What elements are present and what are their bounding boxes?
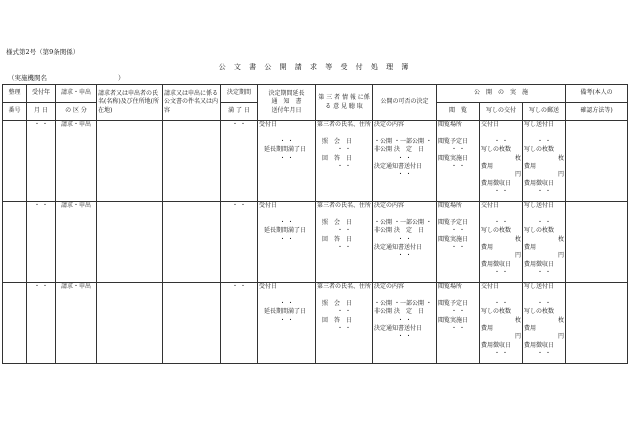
cell-text: ・ ・ bbox=[34, 202, 48, 209]
cell-text: 回 答 日 bbox=[322, 316, 353, 324]
cell-text: 費用徴収日 bbox=[524, 341, 555, 349]
cell-text: 費用徴収日 bbox=[481, 179, 512, 187]
spacer bbox=[317, 129, 371, 137]
table-row bbox=[3, 202, 628, 283]
cell-text: 円 bbox=[558, 333, 565, 341]
spacer bbox=[317, 291, 371, 299]
cell-disclosure-decision[interactable] bbox=[373, 121, 437, 202]
cell-copy-mailing[interactable] bbox=[523, 202, 566, 283]
cell-text: 円 bbox=[514, 171, 521, 179]
cell-text: ・一部公開 bbox=[393, 218, 424, 226]
cell-text: ・ ・ bbox=[537, 269, 551, 277]
cell-text: 決 定 日 bbox=[393, 227, 424, 235]
cell-text: 円 bbox=[514, 252, 521, 260]
document-title: 公 文 書 公 開 請 求 等 受 付 処 理 簿 bbox=[218, 63, 412, 71]
cell-text: 延長期間満了日 bbox=[264, 227, 307, 235]
cell-text: 閲覧実施日 bbox=[438, 235, 469, 243]
cell-text: ・ ・ bbox=[451, 325, 465, 333]
header-decision-period: 決定期間 bbox=[221, 85, 258, 103]
cell-document-subject[interactable] bbox=[163, 202, 221, 283]
cell-requester[interactable] bbox=[97, 121, 163, 202]
cell-text: 延長期間満了日 bbox=[264, 146, 307, 154]
header-requester: 請求者又は申出者の氏名(名称)及び住所地(所在地) bbox=[97, 85, 163, 121]
cell-text: 費用徴収日 bbox=[524, 179, 555, 187]
header-extension-line3: 送付年月日 bbox=[271, 106, 302, 114]
header-extension-line1: 決定期間延長 bbox=[268, 89, 305, 97]
cell-text: ・ ・ bbox=[279, 316, 294, 324]
cell-text: ・ ・ bbox=[537, 188, 551, 196]
cell-text: ・非公開 bbox=[374, 218, 432, 235]
cell-text: 写しの枚数 bbox=[524, 146, 555, 154]
cell-kubun[interactable] bbox=[56, 202, 97, 283]
cell-third-party[interactable] bbox=[316, 202, 373, 283]
cell-decision-period-date[interactable] bbox=[221, 283, 258, 364]
cell-text: 交付日 bbox=[481, 283, 500, 290]
cell-text: 閲覧実施日 bbox=[438, 316, 469, 324]
cell-text: ・ ・ bbox=[397, 316, 412, 324]
cell-text: ・ ・ bbox=[397, 154, 412, 162]
cell-text: 費用 bbox=[481, 163, 494, 171]
cell-third-party[interactable] bbox=[316, 121, 373, 202]
cell-document-subject[interactable] bbox=[163, 121, 221, 202]
cell-text: 第三者の氏名、住所 bbox=[317, 121, 372, 128]
cell-extension-notice[interactable] bbox=[258, 121, 316, 202]
header-copy-delivery: 写しの交付 bbox=[480, 103, 523, 121]
cell-text: 第三者の氏名、住所 bbox=[317, 202, 372, 209]
cell-kubun[interactable] bbox=[56, 283, 97, 364]
cell-text: 枚 bbox=[558, 154, 565, 162]
cell-text: ・ ・ bbox=[451, 227, 465, 235]
cell-text: ・ ・ bbox=[451, 244, 465, 252]
cell-decision-period-date[interactable] bbox=[221, 202, 258, 283]
institution-close-paren: ） bbox=[118, 74, 125, 82]
form-number: 様式第2号（第9条関係） bbox=[6, 48, 80, 56]
cell-text: 閲覧場所 bbox=[438, 283, 463, 290]
cell-extension-notice[interactable] bbox=[258, 202, 316, 283]
cell-text: 円 bbox=[558, 252, 565, 260]
header-remarks: 備考(本人の bbox=[566, 85, 628, 103]
cell-text: 決定通知書送付日 bbox=[374, 163, 423, 171]
spacer bbox=[374, 210, 435, 218]
cell-text: 回 答 日 bbox=[322, 154, 353, 162]
spacer bbox=[481, 210, 521, 218]
spacer bbox=[259, 291, 314, 299]
cell-text: ・ ・ bbox=[537, 299, 551, 307]
spacer bbox=[317, 210, 371, 218]
cell-text: ・公開 bbox=[374, 299, 393, 307]
header-seiri-2: 番号 bbox=[3, 103, 27, 121]
cell-text: 写し送付日 bbox=[524, 202, 555, 209]
cell-uketsuke-date[interactable] bbox=[27, 283, 56, 364]
cell-text: ・公開 bbox=[374, 137, 393, 145]
cell-text: ・ ・ bbox=[337, 244, 351, 252]
cell-text: ・ ・ bbox=[494, 299, 508, 307]
table-row bbox=[3, 121, 628, 202]
cell-seiri[interactable] bbox=[3, 202, 27, 283]
spacer bbox=[481, 291, 521, 299]
header-extension-line2: 通 知 書 bbox=[271, 98, 302, 106]
header-seiri: 整理 bbox=[3, 85, 27, 103]
institution-name-line bbox=[8, 73, 125, 82]
cell-remarks[interactable] bbox=[566, 283, 628, 364]
cell-text: ・ ・ bbox=[232, 121, 246, 128]
cell-uketsuke-date[interactable] bbox=[27, 121, 56, 202]
cell-copy-mailing[interactable] bbox=[523, 283, 566, 364]
cell-text: ・ ・ bbox=[451, 163, 465, 171]
cell-text: 円 bbox=[558, 171, 565, 179]
cell-extension-notice[interactable] bbox=[258, 283, 316, 364]
cell-text: ・ ・ bbox=[537, 218, 551, 226]
cell-copy-delivery[interactable] bbox=[480, 202, 523, 283]
cell-text: 写しの枚数 bbox=[524, 227, 555, 235]
cell-text: 写しの枚数 bbox=[481, 308, 512, 316]
cell-text: ・ ・ bbox=[34, 283, 48, 290]
cell-decision-period-date[interactable] bbox=[221, 121, 258, 202]
cell-text: 閲覧実施日 bbox=[438, 154, 469, 162]
cell-text: 第三者の氏名、住所 bbox=[317, 283, 372, 290]
header-third-party: 第 三 者 情 報 に係 る 意 見 聴 取 bbox=[316, 85, 373, 121]
cell-text: ・ ・ bbox=[397, 171, 412, 179]
cell-text: 受付日 bbox=[259, 283, 278, 290]
cell-remarks[interactable] bbox=[566, 202, 628, 283]
cell-text: 閲覧予定日 bbox=[438, 299, 469, 307]
cell-text: ・ ・ bbox=[279, 137, 294, 145]
cell-text: ・ ・ bbox=[397, 252, 412, 260]
cell-text: ・ ・ bbox=[279, 299, 294, 307]
cell-text: 請求・申出 bbox=[60, 283, 91, 290]
cell-text: 枚 bbox=[514, 154, 521, 162]
cell-text: 費用 bbox=[481, 244, 494, 252]
cell-disclosure-decision[interactable] bbox=[373, 202, 437, 283]
cell-text: ・ ・ bbox=[537, 350, 551, 358]
spacer bbox=[374, 291, 435, 299]
cell-text: 費用 bbox=[524, 163, 537, 171]
cell-text: 請求・申出 bbox=[60, 121, 91, 128]
spacer bbox=[524, 210, 564, 218]
cell-text: 決 定 日 bbox=[393, 146, 424, 154]
cell-text: ・ ・ bbox=[494, 188, 508, 196]
header-uketsuke: 受付年 bbox=[27, 85, 56, 103]
cell-text: ・一部公開 bbox=[393, 299, 424, 307]
cell-text: 費用徴収日 bbox=[481, 341, 512, 349]
cell-text: ・ ・ bbox=[494, 218, 508, 226]
cell-text: 照 会 日 bbox=[322, 137, 353, 145]
institution-label: （実施機関名 bbox=[8, 74, 47, 82]
header-uketsuke-2: 月 日 bbox=[27, 103, 56, 121]
cell-text: ・ ・ bbox=[279, 218, 294, 226]
cell-text: ・ ・ bbox=[494, 350, 508, 358]
cell-text: 枚 bbox=[514, 235, 521, 243]
spacer bbox=[524, 129, 564, 137]
cell-text: ・ ・ bbox=[34, 121, 48, 128]
cell-text: ・ ・ bbox=[232, 283, 246, 290]
cell-text: 枚 bbox=[558, 316, 565, 324]
cell-text: ・ ・ bbox=[337, 325, 351, 333]
cell-text: 閲覧場所 bbox=[438, 121, 463, 128]
spacer bbox=[259, 129, 314, 137]
cell-text: 費用 bbox=[524, 244, 537, 252]
cell-requester[interactable] bbox=[97, 283, 163, 364]
cell-viewing[interactable] bbox=[437, 283, 480, 364]
header-decision-period-2: 満 了 日 bbox=[221, 103, 258, 121]
cell-text: ・ ・ bbox=[451, 308, 465, 316]
cell-text: 受付日 bbox=[259, 202, 278, 209]
cell-text: 費用徴収日 bbox=[481, 260, 512, 268]
cell-text: ・非公開 bbox=[374, 299, 432, 316]
cell-text: ・非公開 bbox=[374, 137, 432, 154]
cell-copy-mailing[interactable] bbox=[523, 121, 566, 202]
cell-text: 枚 bbox=[514, 316, 521, 324]
cell-text: ・ ・ bbox=[537, 137, 551, 145]
cell-text: ・ ・ bbox=[337, 146, 351, 154]
cell-text: 決定の内容 bbox=[374, 283, 405, 290]
cell-seiri[interactable] bbox=[3, 121, 27, 202]
cell-text: ・ ・ bbox=[279, 154, 294, 162]
cell-text: 写しの枚数 bbox=[524, 308, 555, 316]
cell-text: ・ ・ bbox=[494, 269, 508, 277]
spacer bbox=[374, 129, 435, 137]
cell-document-subject[interactable] bbox=[163, 283, 221, 364]
cell-text: 照 会 日 bbox=[322, 218, 353, 226]
cell-text: ・ ・ bbox=[494, 137, 508, 145]
cell-viewing[interactable] bbox=[437, 121, 480, 202]
reception-log-table bbox=[2, 84, 628, 364]
header-kubun: 請求・申出 bbox=[56, 85, 97, 103]
cell-text: 枚 bbox=[558, 235, 565, 243]
header-kubun-2: の 区 分 bbox=[56, 103, 97, 121]
cell-text: 決定の内容 bbox=[374, 202, 405, 209]
cell-text: ・ ・ bbox=[337, 308, 351, 316]
cell-text: 決定の内容 bbox=[374, 121, 405, 128]
spacer bbox=[438, 129, 478, 137]
cell-uketsuke-date[interactable] bbox=[27, 202, 56, 283]
cell-text: 請求・申出 bbox=[60, 202, 91, 209]
cell-text: 写し送付日 bbox=[524, 283, 555, 290]
spacer bbox=[481, 129, 521, 137]
cell-viewing[interactable] bbox=[437, 202, 480, 283]
header-remarks-2: 確認方法等) bbox=[566, 103, 628, 121]
cell-text: 照 会 日 bbox=[322, 299, 353, 307]
cell-text: 費用 bbox=[481, 325, 494, 333]
spacer bbox=[259, 210, 314, 218]
header-document-subject: 請求又は申出に係る公文書の件名又は内容 bbox=[163, 85, 221, 121]
cell-copy-delivery[interactable] bbox=[480, 121, 523, 202]
cell-text: ・公開 bbox=[374, 218, 393, 226]
cell-text: 費用 bbox=[524, 325, 537, 333]
cell-third-party[interactable] bbox=[316, 283, 373, 364]
header-extension-notice bbox=[258, 85, 316, 121]
cell-text: 閲覧予定日 bbox=[438, 137, 469, 145]
cell-text: 閲覧場所 bbox=[438, 202, 463, 209]
cell-text: ・ ・ bbox=[397, 333, 412, 341]
cell-text: ・ ・ bbox=[232, 202, 246, 209]
table-row bbox=[3, 283, 628, 364]
cell-remarks[interactable] bbox=[566, 121, 628, 202]
cell-text: ・一部公開 bbox=[393, 137, 424, 145]
cell-text: ・ ・ bbox=[279, 235, 294, 243]
spacer bbox=[438, 291, 478, 299]
spacer bbox=[524, 291, 564, 299]
cell-text: 回 答 日 bbox=[322, 235, 353, 243]
cell-seiri[interactable] bbox=[3, 283, 27, 364]
header-copy-mailing: 写しの郵送 bbox=[523, 103, 566, 121]
cell-copy-delivery[interactable] bbox=[480, 283, 523, 364]
cell-text: 延長期間満了日 bbox=[264, 308, 307, 316]
cell-text: ・ ・ bbox=[337, 227, 351, 235]
cell-text: ・ ・ bbox=[337, 163, 351, 171]
cell-text: 閲覧予定日 bbox=[438, 218, 469, 226]
cell-text: 交付日 bbox=[481, 202, 500, 209]
cell-text: 写し送付日 bbox=[524, 121, 555, 128]
cell-text: 受付日 bbox=[259, 121, 278, 128]
cell-text: 写しの枚数 bbox=[481, 227, 512, 235]
header-disclosure-implementation: 公 開 の 実 施 bbox=[437, 85, 566, 103]
cell-text: 決定通知書送付日 bbox=[374, 325, 423, 333]
cell-text: 写しの枚数 bbox=[481, 146, 512, 154]
cell-text: 決定通知書送付日 bbox=[374, 244, 423, 252]
header-viewing: 閲 覧 bbox=[437, 103, 480, 121]
cell-text: 交付日 bbox=[481, 121, 500, 128]
cell-disclosure-decision[interactable] bbox=[373, 283, 437, 364]
cell-text: 決 定 日 bbox=[393, 308, 424, 316]
cell-requester[interactable] bbox=[97, 202, 163, 283]
header-disclosure-decision: 公開の可否の決定 bbox=[373, 85, 437, 121]
cell-text: ・ ・ bbox=[397, 235, 412, 243]
spacer bbox=[438, 210, 478, 218]
cell-text: 円 bbox=[514, 333, 521, 341]
cell-text: 費用徴収日 bbox=[524, 260, 555, 268]
cell-kubun[interactable] bbox=[56, 121, 97, 202]
cell-text: ・ ・ bbox=[451, 146, 465, 154]
